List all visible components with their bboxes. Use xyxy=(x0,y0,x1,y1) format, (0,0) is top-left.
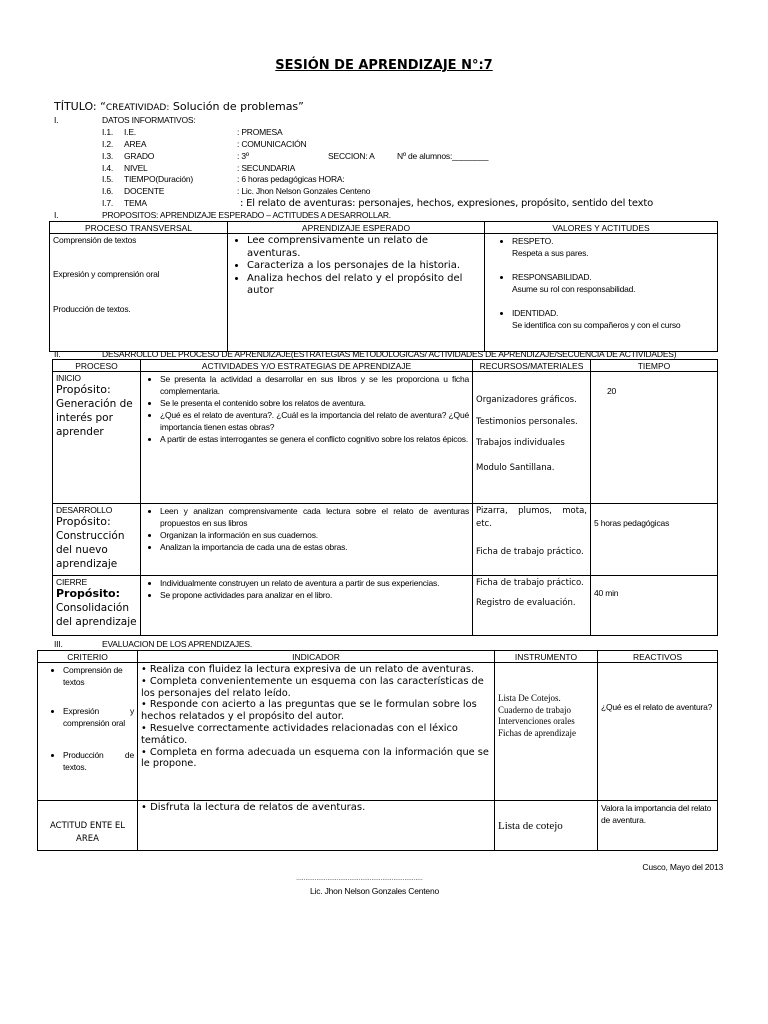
indicador-item: • Responde con acierto a las preguntas que se le formulan sobre los hechos relatados y el propósito del autor. xyxy=(141,699,477,723)
indicador-item: • Completa convenientemente un esquema con las características de los personajes del relato leído. xyxy=(141,675,484,699)
valor-item xyxy=(512,271,714,295)
indicadores-cell xyxy=(138,663,495,801)
actitud-indicador-cell: • Disfruta la lectura de relatos de aventuras. xyxy=(138,801,495,851)
datos-v: : SECUNDARIA xyxy=(237,163,296,173)
actividad-item: • ¿Qué es el relato de aventura?. ¿Cuál es la importancia del relato de aventura? ¿Qué importancia tienen estas obras? xyxy=(160,409,469,433)
stage-desc: Consolidación del aprendizaje xyxy=(56,602,137,628)
proceso-cell xyxy=(53,372,141,504)
recurso-item: Testimonios personales. xyxy=(476,416,578,427)
datos-v: : Lic. Jhon Nelson Gonzales Centeno xyxy=(237,186,371,196)
header-indicador: INDICADOR xyxy=(138,651,495,663)
title-text: Solución de problemas” xyxy=(169,100,304,113)
instrumento-item: Fichas de aprendizaje xyxy=(498,727,576,738)
reactivo-cell: ¿Qué es el relato de aventura? xyxy=(598,663,718,801)
datos-v: : 6 horas pedagógicas HORA: xyxy=(237,174,345,184)
datos-k: NIVEL xyxy=(124,163,148,173)
header-valores: VALORES Y ACTITUDES xyxy=(485,222,718,234)
datos-v: : 3º xyxy=(237,151,249,161)
aprendizaje-item: • Caracteriza a los personajes de la historia. xyxy=(247,260,481,273)
datos-n: I.6. xyxy=(102,186,114,196)
instrumento-item: Lista De Cotejos. xyxy=(498,693,561,703)
actividad-item: • A partir de estas interrogantes se genera el conflicto cognitivo sobre los relatos épicos. xyxy=(160,433,469,445)
stage-name: CIERRE xyxy=(56,577,87,587)
indicador-text: Completa convenientemente un esquema con las características de los personajes del relato leído. xyxy=(141,675,484,699)
valor-item xyxy=(512,307,714,331)
actividades-cell xyxy=(141,504,473,576)
tiempo-cell: 20 xyxy=(591,372,718,504)
indicador-item: • Realiza con fluidez la lectura expresiva de un relato de aventuras. xyxy=(141,664,475,675)
datos-n: I.3. xyxy=(102,151,114,161)
header-proceso: PROCESO xyxy=(53,360,141,372)
instrumento-item: Cuaderno de trabajo xyxy=(498,704,571,715)
instrumento-item: Intervenciones orales xyxy=(498,716,575,726)
datos-n: I.5. xyxy=(102,174,114,184)
section-number: II. xyxy=(54,349,61,359)
aprendizaje-cell xyxy=(228,234,485,352)
actividades-cell xyxy=(141,372,473,504)
criterio-item: • Producción de textos. xyxy=(63,749,134,773)
indicador-item: • Completa en forma adecuada un esquema con la información que se le propone. xyxy=(141,746,489,770)
recursos-cell xyxy=(473,576,591,636)
evaluacion-heading: EVALUACION DE LOS APRENDIZAJES. xyxy=(102,639,252,649)
actitud-indicador-text: Disfruta la lectura de relatos de aventuras. xyxy=(150,802,366,813)
valor-desc: Respeta a sus pares. xyxy=(512,248,589,258)
valor-item xyxy=(512,235,714,259)
proceso-cell xyxy=(53,576,141,636)
valor-name: RESPONSABILIDAD. xyxy=(512,272,592,282)
indicador-text: Realiza con fluidez la lectura expresiva de un relato de aventuras. xyxy=(149,664,475,675)
procesos-cell xyxy=(50,234,228,352)
datos-k: TEMA xyxy=(124,198,147,208)
proceso-cell xyxy=(53,504,141,576)
valor-desc: Se identifica con su compañeros y con el curso xyxy=(512,320,681,330)
stage-proposito: Propósito: xyxy=(56,515,111,528)
header-reactivos: REACTIVOS xyxy=(598,651,718,663)
seccion-label: SECCION: A xyxy=(328,151,375,161)
evaluacion-table xyxy=(37,650,718,851)
recursos-cell xyxy=(473,372,591,504)
aprendizaje-item: • Analiza hechos del relato y el propósito del autor xyxy=(247,273,481,298)
valor-name: RESPETO. xyxy=(512,236,554,246)
tiempo-cell: 5 horas pedagógicas xyxy=(591,504,718,576)
stage-desc: Construcción del nuevo aprendizaje xyxy=(56,530,125,570)
aprendizaje-item: • Lee comprensivamente un relato de aventuras. xyxy=(247,235,481,260)
valor-desc: Asume su rol con responsabilidad. xyxy=(512,284,636,294)
recurso-item: Registro de evaluación. xyxy=(476,597,576,608)
signature-line: …………………………………………………………… xyxy=(296,876,423,882)
header-tiempo: TIEMPO xyxy=(591,360,718,372)
recurso-item: Pizarra, plumos, mota, etc. xyxy=(476,506,587,529)
recurso-item: Ficha de trabajo práctico. xyxy=(476,578,584,588)
header-instrumento: INSTRUMENTO xyxy=(495,651,598,663)
datos-k: I.E. xyxy=(124,127,136,137)
signature-name: Lic. Jhon Nelson Gonzales Centeno xyxy=(310,886,440,896)
propositos-heading: PROPOSITOS: APRENDIZAJE ESPERADO – ACTITUDES A DESARROLLAR. xyxy=(102,210,391,220)
stage-desc: Generación de interés por aprender xyxy=(56,398,133,438)
datos-k: DOCENTE xyxy=(124,186,165,196)
actividad-item: • Analizan la importancia de cada una de estas obras. xyxy=(160,541,469,553)
actividad-item: • Organizan la información en sus cuadernos. xyxy=(160,529,469,541)
stage-proposito: Propósito: xyxy=(56,383,111,396)
recursos-cell xyxy=(473,504,591,576)
datos-v: : PROMESA xyxy=(237,127,283,137)
actividad-item: • Se propone actividades para analizar en el libro. xyxy=(160,589,469,601)
header-proceso-transversal: PROCESO TRANSVERSAL xyxy=(50,222,228,234)
alumnos-label: Nº de alumnos:________ xyxy=(397,151,489,161)
section-number: I. xyxy=(54,210,59,220)
datos-n: I.4. xyxy=(102,163,114,173)
datos-n: I.2. xyxy=(102,139,114,149)
actividad-item: • Se presenta la actividad a desarrollar en sus libros y se les proporciona u ficha complementaria. xyxy=(160,373,469,397)
stage-name: INICIO xyxy=(56,373,81,383)
tiempo-cell: 40 min xyxy=(591,576,718,636)
instrumentos-cell xyxy=(495,663,598,801)
criterios-cell xyxy=(38,663,138,801)
desarrollo-table xyxy=(52,359,718,636)
title-creatividad: CREATIVIDAD: xyxy=(105,103,170,113)
recurso-item: Organizadores gráficos. xyxy=(476,395,577,405)
datos-n: I.1. xyxy=(102,127,114,137)
indicador-text: Resuelve correctamente actividades relacionadas con el léxico temático. xyxy=(141,722,458,746)
recurso-item: Trabajos individuales xyxy=(476,438,565,448)
indicador-item: • Resuelve correctamente actividades relacionadas con el léxico temático. xyxy=(141,722,458,746)
actividades-cell xyxy=(141,576,473,636)
datos-n: I.7. xyxy=(102,198,114,208)
recurso-item: Ficha de trabajo práctico. xyxy=(476,547,584,557)
actividad-item: • Leen y analizan comprensivamente cada lectura sobre el relato de aventuras propuestos en sus libros xyxy=(160,505,469,529)
valores-cell xyxy=(485,234,718,352)
title-label: TÍTULO: “ xyxy=(54,100,106,113)
indicador-text: Completa en forma adecuada un esquema con la información que se le propone. xyxy=(141,746,489,770)
proceso-item: Expresión y comprensión oral xyxy=(53,269,160,279)
stage-name: DESARROLLO xyxy=(56,505,113,515)
header-aprendizaje-esperado: APRENDIZAJE ESPERADO xyxy=(228,222,485,234)
header-criterio: CRITERIO xyxy=(38,651,138,663)
section-number: III. xyxy=(54,639,63,649)
propositos-table xyxy=(49,221,718,352)
datos-k: TIEMPO(Duración) xyxy=(124,174,194,184)
header-recursos: RECURSOS/MATERIALES xyxy=(473,360,591,372)
header-actividades: ACTIVIDADES Y/O ESTRATEGIAS DE APRENDIZAJE xyxy=(141,360,473,372)
actividad-item: • Se le presenta el contenido sobre los relatos de aventura. xyxy=(160,397,469,409)
recurso-item: Modulo Santillana. xyxy=(476,462,555,473)
proceso-item: Producción de textos. xyxy=(53,304,131,314)
proceso-item: Comprensión de textos xyxy=(53,235,137,245)
criterio-item: • Expresión y comprensión oral xyxy=(63,705,134,729)
actitud-cell: ACTITUD ENTE EL AREA xyxy=(38,801,138,851)
stage-proposito: Propósito: xyxy=(56,587,121,600)
datos-heading: DATOS INFORMATIVOS: xyxy=(102,115,196,125)
datos-v: : El relato de aventuras: personajes, hechos, expresiones, propósito, sentido del texto xyxy=(240,198,653,209)
datos-v: : COMUNICACIÓN xyxy=(237,139,307,149)
valor-name: IDENTIDAD. xyxy=(512,308,559,318)
criterio-item: • Comprensión de textos xyxy=(63,664,134,688)
datos-k: AREA xyxy=(124,139,147,149)
section-number: I. xyxy=(54,115,59,125)
indicador-text: Responde con acierto a las preguntas que se le formulan sobre los hechos relatados y el propósito del autor. xyxy=(141,699,477,723)
actividad-item: • Individualmente construyen un relato de aventura a partir de sus experiencias. xyxy=(160,577,469,589)
datos-k: GRADO xyxy=(124,151,155,161)
page-title: SESIÓN DE APRENDIZAJE N°:7 xyxy=(275,58,493,73)
actitud-instrumento-cell: Lista de cotejo xyxy=(495,801,598,851)
actitud-reactivo-cell: Valora la importancia del relato de aventura. xyxy=(598,801,718,851)
place-date: Cusco, Mayo del 2013 xyxy=(642,862,723,872)
session-title xyxy=(54,100,304,113)
desarrollo-heading: DESARROLLO DEL PROCESO DE APRENDIZAJE(ESTRATEGIAS METODOLOGICAS/ ACTIVIDADES DE APRENDIZAJE/SECUENCIA DE ACTIVIDADES) xyxy=(102,349,677,359)
